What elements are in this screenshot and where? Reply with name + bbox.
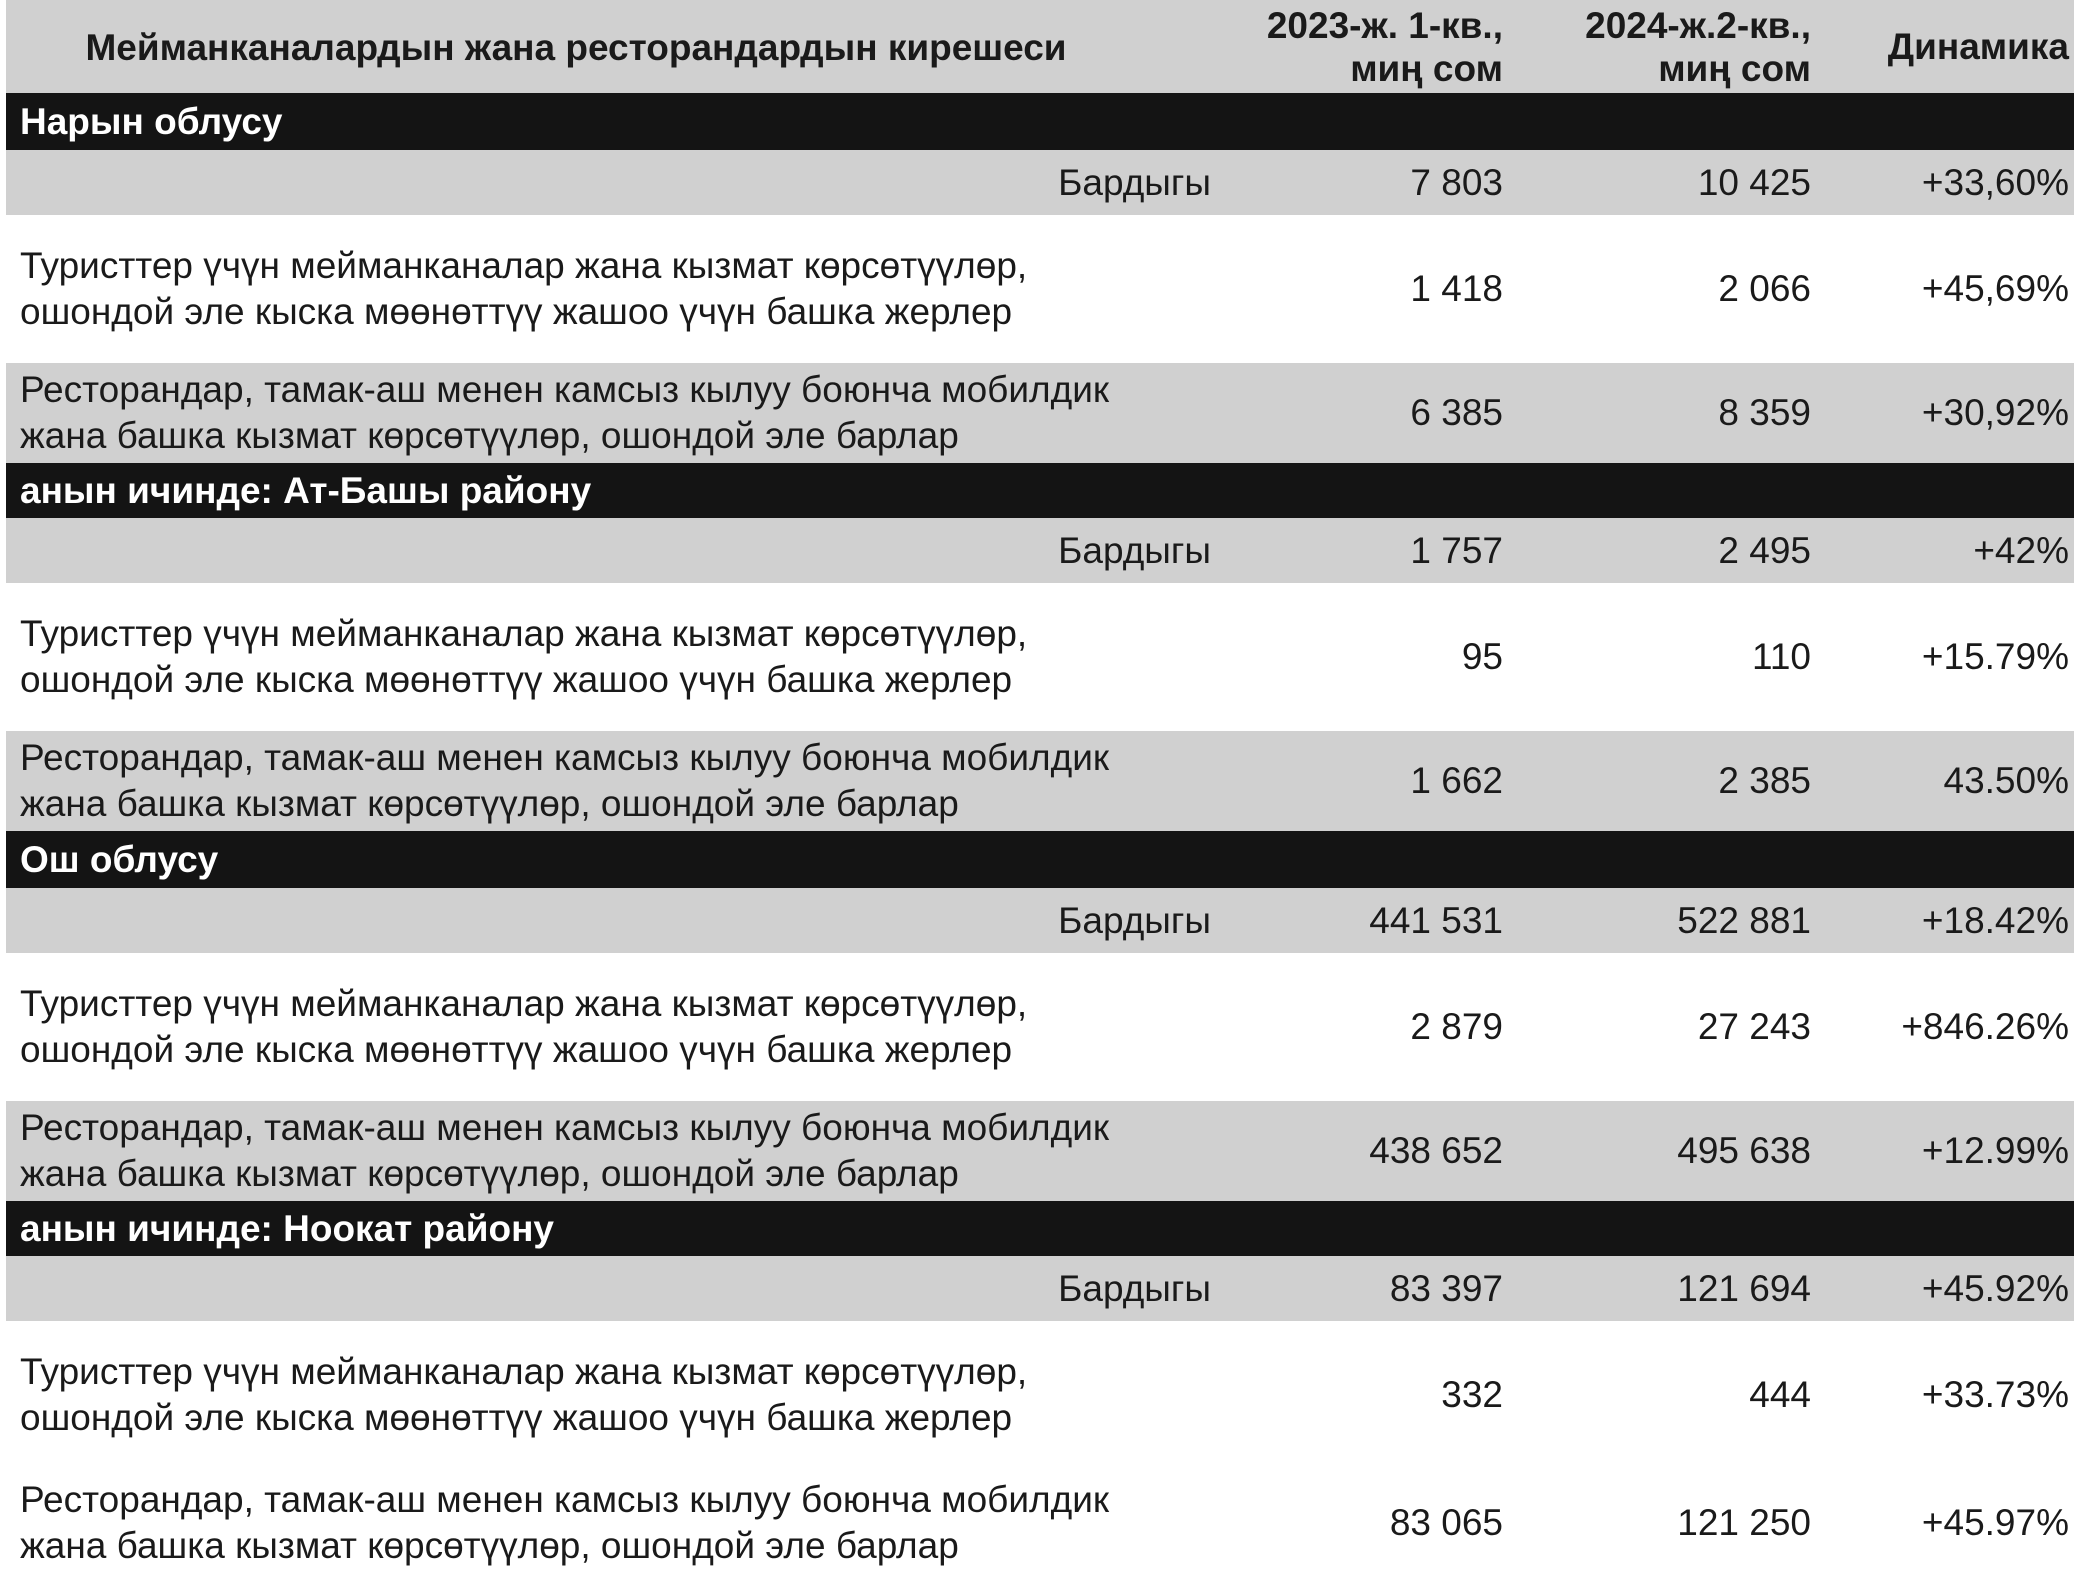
- row-label-line1: Ресторандар, тамак-аш менен камсыз кылуу боюнча мобилдик: [20, 737, 1110, 778]
- section-header: [6, 93, 2074, 150]
- cell-2023-q1: 2 879: [1410, 1006, 1503, 1047]
- table-row-restaurants: [6, 363, 2074, 463]
- row-label-line2: жана башка кызмат көрсөтүүлөр, ошондой эле барлар: [20, 1525, 959, 1566]
- cell-dynamics: +42%: [1973, 529, 2069, 571]
- table-row-hotels: [6, 1321, 2074, 1469]
- row-label-line1: Туристтер үчүн мейманканалар жана кызмат көрсөтүүлөр,: [20, 983, 1028, 1024]
- cell-2023-q1: 6 385: [1410, 392, 1503, 433]
- section-title: анын ичинде: Ноокат району: [20, 1207, 555, 1249]
- cell-dynamics: +12.99%: [1921, 1130, 2069, 1171]
- section-header: [6, 463, 2074, 518]
- header-2023-q1-line1: 2023-ж. 1-кв.,: [1266, 4, 1503, 46]
- cell-2024-q2: 121 694: [1677, 1267, 1811, 1309]
- cell-2023-q1: 1 418: [1410, 268, 1503, 309]
- cell-dynamics: 43.50%: [1943, 760, 2069, 801]
- row-label-line2: ошондой эле кыска мөөнөттүү жашоо үчүн башка жерлер: [20, 1397, 1013, 1438]
- row-label-line2: ошондой эле кыска мөөнөттүү жашоо үчүн башка жерлер: [20, 291, 1013, 332]
- section-header: [6, 831, 2074, 888]
- cell-dynamics: +846.26%: [1901, 1006, 2069, 1047]
- row-label: [20, 953, 1220, 1101]
- row-label-line2: жана башка кызмат көрсөтүүлөр, ошондой эле барлар: [20, 415, 959, 456]
- cell-2024-q2: 2 495: [1718, 529, 1811, 571]
- cell-dynamics: +18.42%: [1921, 899, 2069, 941]
- table-row-total: [6, 150, 2074, 215]
- cell-2024-q2: 522 881: [1677, 899, 1811, 941]
- row-label-line1: Ресторандар, тамак-аш менен камсыз кылуу боюнча мобилдик: [20, 1107, 1110, 1148]
- cell-2024-q2: 444: [1749, 1374, 1811, 1415]
- row-label: [20, 1321, 1220, 1469]
- row-label: [20, 1469, 1220, 1577]
- row-label-line2: ошондой эле кыска мөөнөттүү жашоо үчүн башка жерлер: [20, 659, 1013, 700]
- cell-2024-q2: 10 425: [1697, 161, 1811, 203]
- cell-2024-q2: 2 385: [1718, 760, 1811, 801]
- cell-2023-q1: 83 065: [1389, 1502, 1503, 1543]
- cell-dynamics: +45.92%: [1921, 1267, 2069, 1309]
- row-label-line2: жана башка кызмат көрсөтүүлөр, ошондой эле барлар: [20, 783, 959, 824]
- cell-2023-q1: 1 757: [1410, 529, 1503, 571]
- table-row-hotels: [6, 953, 2074, 1101]
- row-label: [20, 731, 1220, 831]
- header-2024-q2-line1: 2024-ж.2-кв.,: [1585, 4, 1811, 46]
- cell-2024-q2: 2 066: [1718, 268, 1811, 309]
- cell-2023-q1: 1 662: [1410, 760, 1503, 801]
- row-label: [20, 1101, 1220, 1201]
- table-row-hotels: [6, 215, 2074, 363]
- table-header: [6, 0, 2074, 93]
- cell-dynamics: +30,92%: [1921, 392, 2069, 433]
- cell-2023-q1: 95: [1461, 636, 1503, 677]
- table-row-total: [6, 1256, 2074, 1321]
- table-row-hotels: [6, 583, 2074, 731]
- section-title: анын ичинде: Ат-Башы району: [20, 469, 592, 511]
- row-label-line1: Ресторандар, тамак-аш менен камсыз кылуу боюнча мобилдик: [20, 369, 1110, 410]
- table-row-restaurants: [6, 1469, 2074, 1577]
- cell-dynamics: +45,69%: [1921, 268, 2069, 309]
- cell-2023-q1: 332: [1441, 1374, 1503, 1415]
- row-label: [20, 363, 1220, 463]
- cell-2023-q1: 7 803: [1410, 161, 1503, 203]
- row-label: [20, 215, 1220, 363]
- header-2024-q2-line2: миң сом: [1658, 47, 1811, 89]
- row-label: Бардыгы: [1058, 529, 1211, 571]
- cell-dynamics: +15.79%: [1921, 636, 2069, 677]
- cell-2024-q2: 110: [1752, 636, 1811, 677]
- header-2023-q1: [1146, 0, 1503, 93]
- header-dynamics: Динамика: [1887, 26, 2069, 67]
- row-label-line2: жана башка кызмат көрсөтүүлөр, ошондой эле барлар: [20, 1153, 959, 1194]
- row-label-line2: ошондой эле кыска мөөнөттүү жашоо үчүн башка жерлер: [20, 1029, 1013, 1070]
- table-row-restaurants: [6, 1101, 2074, 1201]
- row-label-line1: Туристтер үчүн мейманканалар жана кызмат көрсөтүүлөр,: [20, 613, 1028, 654]
- revenue-table: [6, 0, 2074, 1577]
- cell-2023-q1: 441 531: [1369, 899, 1503, 941]
- header-2023-q1-line2: миң сом: [1350, 47, 1503, 89]
- row-label: [20, 583, 1220, 731]
- header-2024-q2: [1503, 0, 1811, 93]
- cell-2024-q2: 8 359: [1718, 392, 1811, 433]
- cell-dynamics: +33,60%: [1921, 161, 2069, 203]
- table-row-total: [6, 518, 2074, 583]
- cell-2024-q2: 121 250: [1677, 1502, 1811, 1543]
- row-label-line1: Туристтер үчүн мейманканалар жана кызмат көрсөтүүлөр,: [20, 245, 1028, 286]
- cell-2024-q2: 27 243: [1697, 1006, 1811, 1047]
- row-label-line1: Ресторандар, тамак-аш менен камсыз кылуу боюнча мобилдик: [20, 1479, 1110, 1520]
- section-title: Нарын облусу: [20, 100, 283, 142]
- cell-dynamics: +45.97%: [1921, 1502, 2069, 1543]
- table-row-restaurants: [6, 731, 2074, 831]
- row-label: Бардыгы: [1058, 899, 1211, 941]
- section-header: [6, 1201, 2074, 1256]
- cell-2023-q1: 83 397: [1389, 1267, 1503, 1309]
- row-label: Бардыгы: [1058, 1267, 1211, 1309]
- section-title: Ош облусу: [20, 838, 219, 880]
- header-label: Мейманканалардын жана ресторандардын кирешеси: [85, 27, 1067, 68]
- row-label-line1: Туристтер үчүн мейманканалар жана кызмат көрсөтүүлөр,: [20, 1351, 1028, 1392]
- cell-2024-q2: 495 638: [1677, 1130, 1811, 1171]
- cell-2023-q1: 438 652: [1369, 1130, 1503, 1171]
- table-row-total: [6, 888, 2074, 953]
- cell-dynamics: +33.73%: [1921, 1374, 2069, 1415]
- row-label: Бардыгы: [1058, 161, 1211, 203]
